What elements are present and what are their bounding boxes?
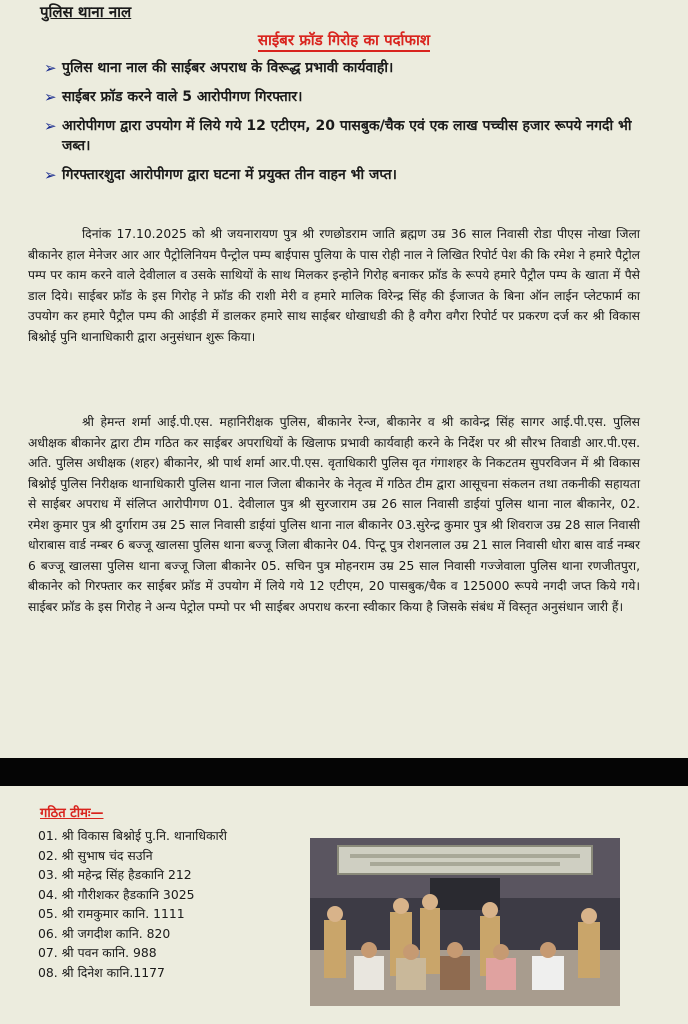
arrow-bullet-icon: ➢	[44, 88, 57, 106]
highlight-text: साईबर फ्रॉड करने वाले 5 आरोपीगण गिरफ्तार।	[62, 89, 303, 105]
highlight-item	[44, 165, 644, 185]
team-member: 08. श्री दिनेश कानि.1177	[38, 964, 165, 980]
arrow-bullet-icon: ➢	[44, 59, 57, 77]
station-heading: पुलिस थाना नाल	[40, 3, 132, 21]
highlight-item	[44, 58, 644, 78]
team-member: 05. श्री रामकुमार कानि. 1111	[38, 906, 185, 921]
divider-bar	[0, 758, 688, 786]
highlight-text: पुलिस थाना नाल की साईबर अपराध के विरूद्ध प्रभावी कार्यवाही।	[62, 60, 394, 76]
team-member: 06. श्री जगदीश कानि. 820	[38, 925, 171, 941]
highlights-list	[44, 58, 644, 194]
report-paragraph: दिनांक 17.10.2025 को श्री जयनारायण पुत्र श्री रणछोडराम जाति ब्रह्मण उम्र 36 साल निवासी रोडा पीएस नोखा जिला बीकानेर हाल मेनेजर आर आर पैट्रोलिनियम पैन्ट्रोल पम्प बाईपास पुलिया के पास रोही नाल ने लिखित रिपोर्ट पेश की कि रमेश ने हमारे पैट्रोल पम्प पर काम करने वाले देवीलाल व उसके साथियों के साथ मिलकर इन्होने गिरोह बनाकर फ्रॉड के रूपये हमारे पैट्रौल पम्प के खाता में पैसे डाल दिये। साईबर फ्रॉड के इस गिरोह ने फ्रॉड की राशी मेरी व हमारे मालिक विरेन्द्र सिंह की ईजाजत के बिना ऑन लाईन प्लेटफार्म का उपयोग कर हमारे पैट्रौल पम्प की आईडी में डालकर हमारे साथ साईबर धोखाधडी की है वगैरा वगैरा रिपोर्ट पर प्रकरण दर्ज कर श्री विकास बिश्नोई पुनि थानाधिकारी द्वारा अनुसंधान शुरू किया।	[28, 227, 640, 344]
highlight-text: गिरफ्तारशुदा आरोपीगण द्वारा घटना में प्रयुक्त तीन वाहन भी जप्त।	[62, 167, 397, 183]
arrow-bullet-icon: ➢	[44, 117, 57, 135]
team-title: गठित टीमः—	[40, 806, 104, 821]
team-photo	[310, 838, 620, 1006]
arrow-bullet-icon: ➢	[44, 166, 57, 184]
team-member: 04. श्री गौरीशकर हैडकानि 3025	[38, 886, 195, 902]
team-member: 07. श्री पवन कानि. 988	[38, 945, 157, 960]
team-member: 02. श्री सुभाष चंद सउनि	[38, 847, 153, 863]
highlight-item	[44, 116, 644, 156]
team-member: 03. श्री महेन्द्र सिंह हैडकानि 212	[38, 867, 192, 882]
team-member: 01. श्री विकास बिश्नोई पु.नि. थानाधिकारी	[38, 828, 227, 843]
highlight-item	[44, 87, 644, 107]
headline-text: साईबर फ्रॉड गिरोह का पर्दाफाश	[258, 31, 430, 52]
action-paragraph: श्री हेमन्त शर्मा आई.पी.एस. महानिरीक्षक पुलिस, बीकानेर रेन्ज, बीकानेर व श्री कावेन्द्र सिंह सागर आई.पी.एस. पुलिस अधीक्षक बीकानेर द्वारा टीम गठित कर साईबर अपराधियों के खिलाफ प्रभावी कार्यवाही करने के निर्देश पर श्री सौरभ तिवाडी आर.पी.एस. अति. पुलिस अधीक्षक (शहर) बीकानेर, श्री पार्थ शर्मा आर.पी.एस. वृताधिकारी पुलिस वृत गंगाशहर के निकटतम सुपरविजन में श्री विकास बिश्नोई पुलिस निरीक्षक थानाधिकारी पुलिस थाना नाल जिला बीकानेर के नेतृत्व में गठित टीम द्वारा आसूचना संकलन तथा तकनीकी सहायता से साईबर अपराध में संलिप्त आरोपीगण 01. देवीलाल पुत्र श्री सुरजाराम उम्र 26 साल निवासी डाईयां पुलिस थाना नाल बीकानेर, 02. रमेश कुमार पुत्र श्री दुर्गाराम उम्र 25 साल निवासी डाईयां पुलिस थाना नाल बीकानेर 03.सुरेन्द्र कुमार पुत्र श्री शिवराज उम्र 28 साल निवासी धोराबास वार्ड नम्बर 6 बज्जू खालसा पुलिस थाना बज्जू जिला बीकानेर 04. पिन्टू पुत्र रोशनलाल उम्र 21 साल निवासी धोरा बास वार्ड नम्बर 6 बज्जू खालसा पुलिस थाना बज्जू जिला बीकानेर 05. सचिन पुत्र मोहनराम उम्र 25 साल निवासी गज्जेवाला पुलिस थाना रणजीतपुरा, बीकानेर को गिरफ्तार कर साईबर फ्रॉड में उपयोग में लिये गये 12 एटीएम, 20 पासबुक/चैक व 125000 रूपये नगदी जप्त किये गये। साईबर फ्रॉड के इस गिरोह ने अन्य पेट्रोल पम्पो पर भी साईबर अपराध करना स्वीकार किया है जिसके संबंध में विस्तृत अनुसंधान जारी हैं।	[28, 415, 640, 614]
headline	[0, 30, 688, 50]
team-member-list	[38, 826, 308, 982]
highlight-text: आरोपीगण द्वारा उपयोग में लिये गये 12 एटीएम, 20 पासबुक/चैक एवं एक लाख पच्चीस हजार रूपये नगदी भी जब्त।	[62, 118, 632, 154]
